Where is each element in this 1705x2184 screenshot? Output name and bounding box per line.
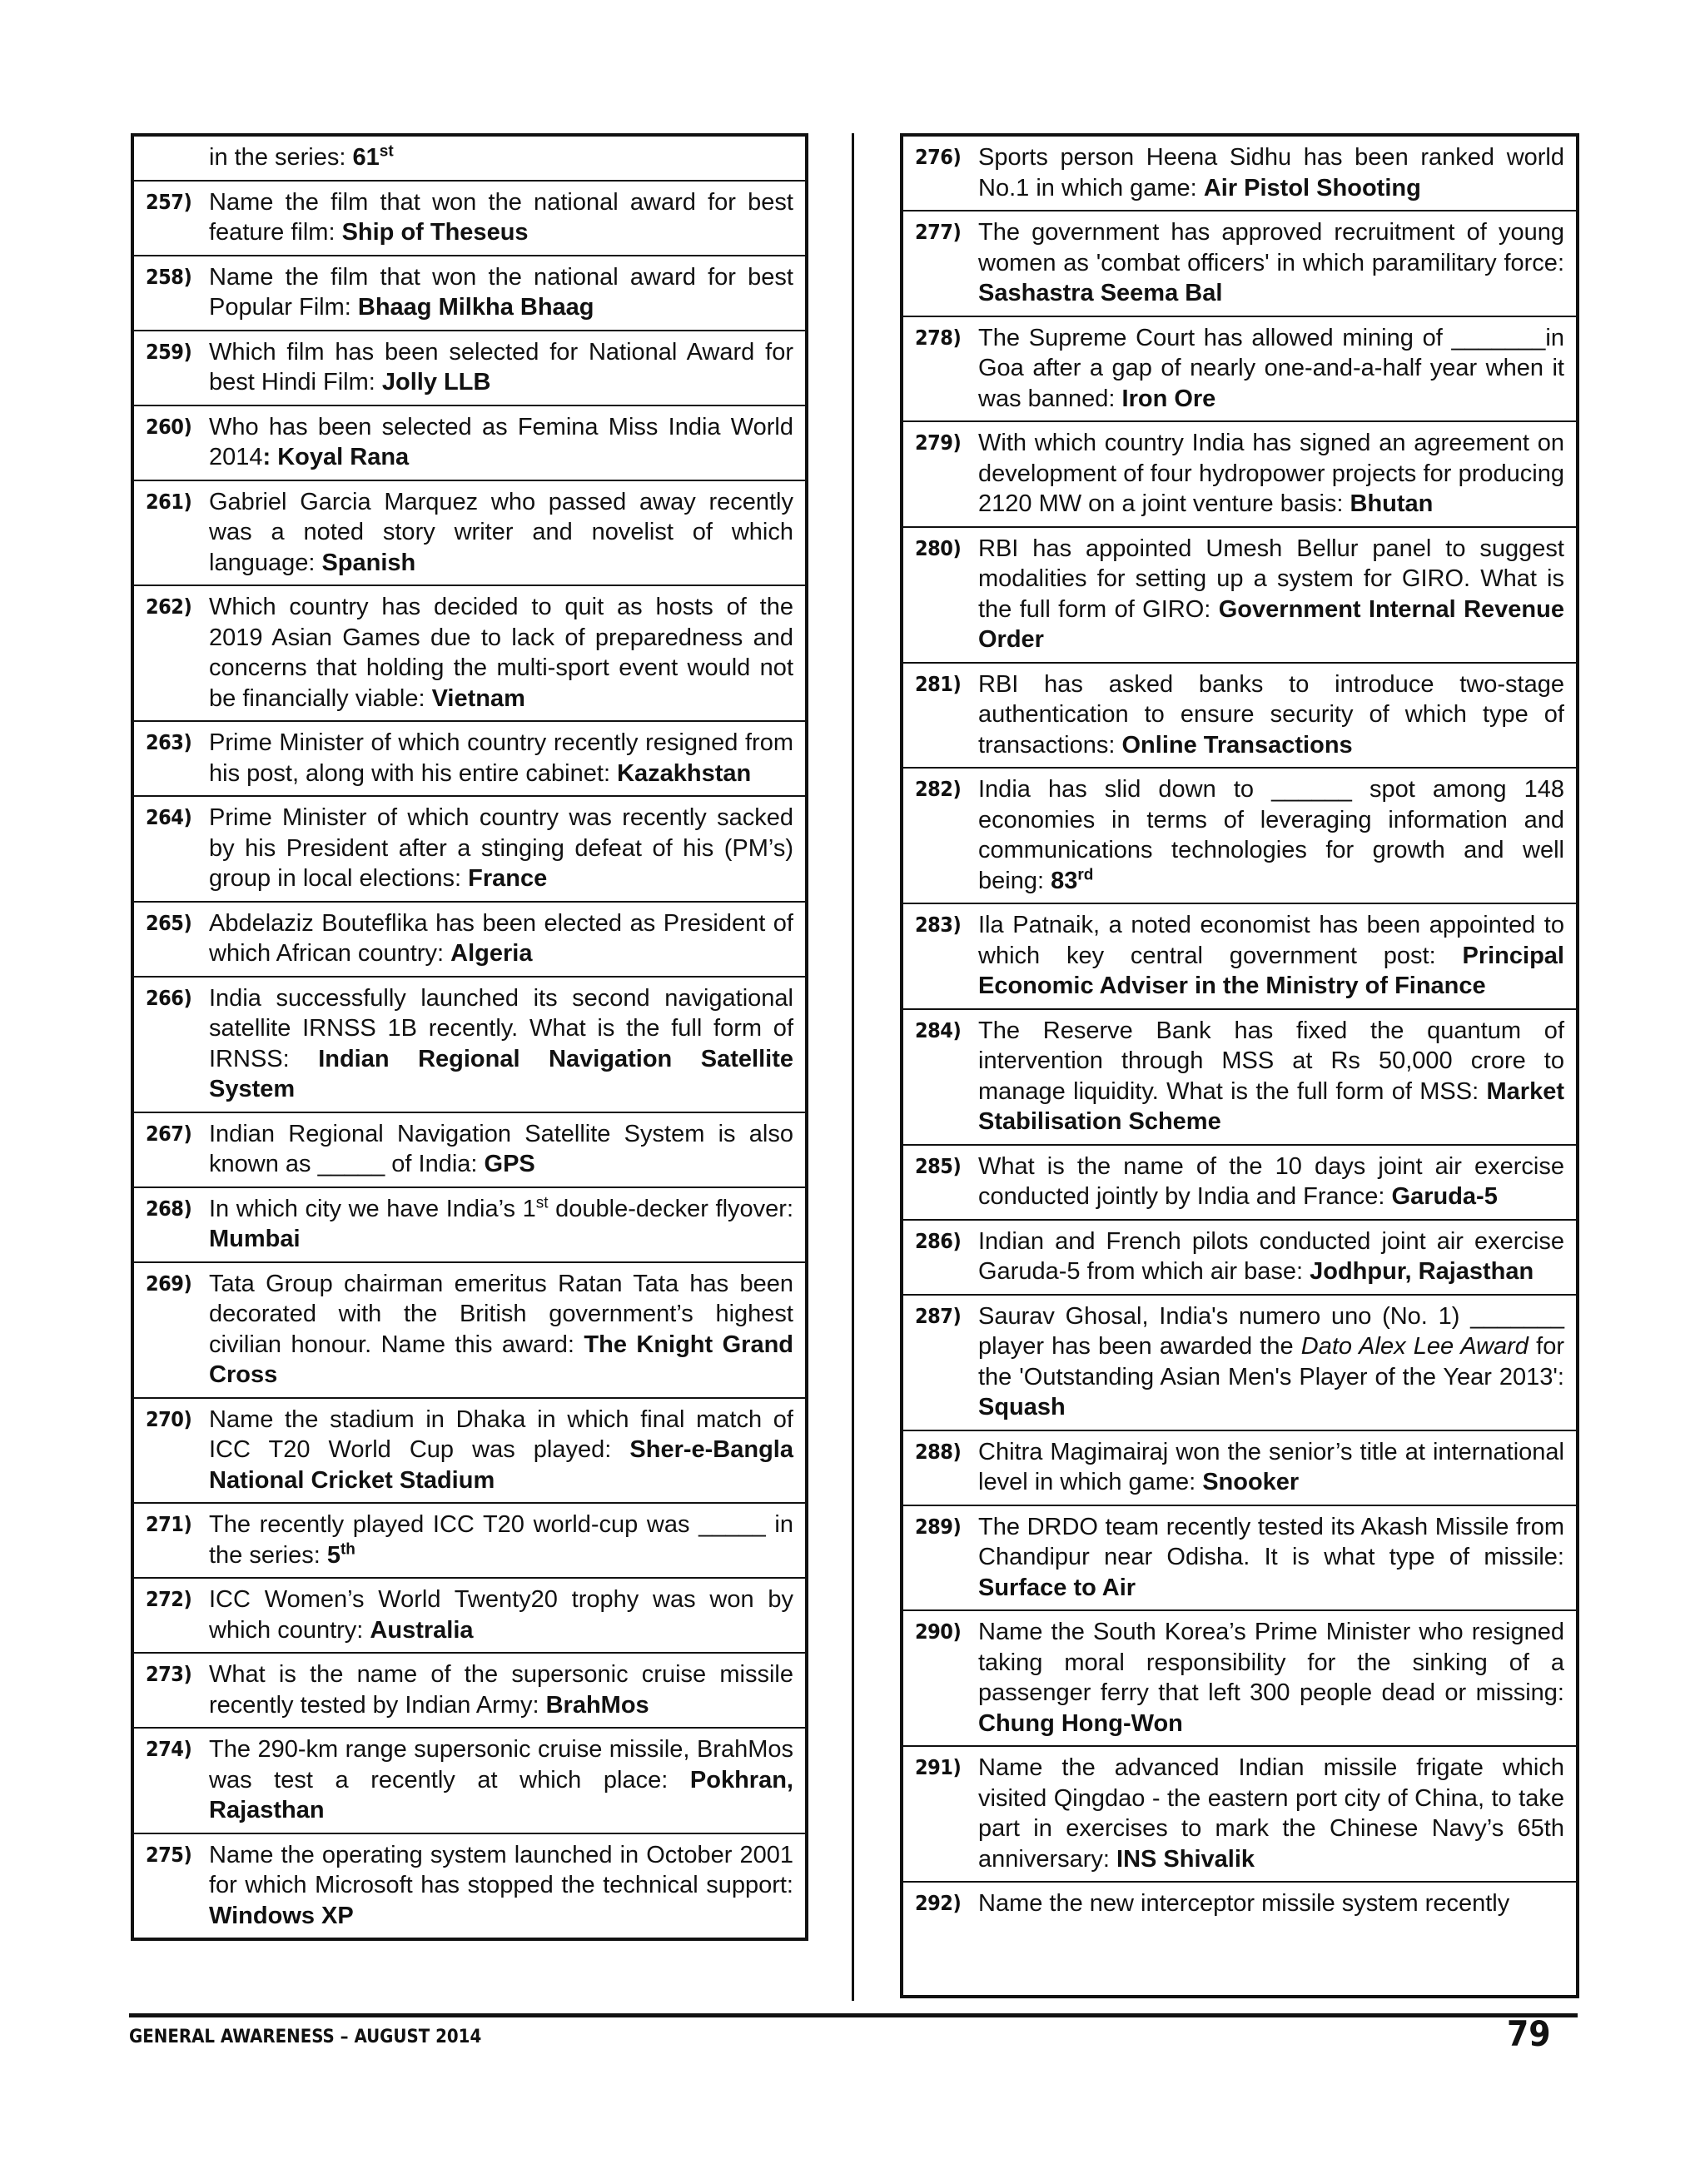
qa-row (903, 1008, 1576, 1144)
question-number: 291) (915, 1755, 962, 1779)
question-text-part: What is the name of the 10 days joint air exercise conducted jointly by India and France: (978, 1152, 1564, 1210)
answer-text: GPS (484, 1151, 535, 1177)
ordinal-suffix: st (535, 1193, 549, 1211)
question-number: 268) (146, 1196, 192, 1221)
question-number: 275) (146, 1842, 192, 1867)
question-text-part: Name the advanced Indian missile frigate which visited Qingdao - the eastern port city of China, to take part in exercises to mark the Chinese Navy’s 65th anniversary: (978, 1754, 1564, 1873)
question-number: 277) (915, 220, 962, 244)
question-number: 274) (146, 1737, 192, 1761)
question-text (978, 774, 1564, 896)
question-text-part: What is the name of the supersonic cruise missile recently tested by Indian Army: (209, 1661, 793, 1719)
qa-row (903, 210, 1576, 316)
question-text (978, 323, 1564, 415)
question-text (209, 1405, 793, 1496)
question-number: 258) (146, 264, 192, 289)
question-text-part: Name the film that won the national award for best Popular Film: (209, 263, 793, 321)
question-text-part: double-decker flyover: (548, 1195, 794, 1222)
qa-row (134, 1397, 805, 1503)
question-number: 273) (146, 1662, 192, 1686)
question-text (978, 1888, 1564, 1919)
answer-text: The Knight Grand Cross (209, 1331, 793, 1388)
answer-text: Squash (978, 1394, 1066, 1420)
qa-row (134, 1187, 805, 1261)
question-text-part: With which country India has signed an agreement on development of four hydropower projects for producing 2120 MW on a joint venture basis: (978, 430, 1564, 517)
question-number: 262) (146, 595, 192, 619)
question-text-part: for the 'Outstanding Asian Men's Player of the Year 2013': (978, 1333, 1564, 1390)
qa-row (903, 526, 1576, 662)
question-text-part: The 290-km range supersonic cruise missile, BrahMos was test a recently at which place: (209, 1736, 793, 1793)
question-text-part: Abdelaziz Bouteflika has been elected as President of which African country: (209, 909, 793, 967)
qa-row (903, 1430, 1576, 1505)
answer-text: Air Pistol Shooting (1203, 174, 1421, 201)
qa-row (903, 420, 1576, 526)
qa-row (903, 137, 1576, 210)
qa-row (903, 1609, 1576, 1745)
question-text-part: Tata Group chairman emeritus Ratan Tata has been decorated with the British government’s highest civilian honour. Name this award: (209, 1270, 793, 1358)
answer-text: France (468, 865, 548, 892)
question-number: 292) (915, 1891, 962, 1915)
qa-row (903, 1745, 1576, 1881)
question-number: 276) (915, 145, 962, 169)
question-text (209, 1194, 793, 1255)
question-text (209, 728, 793, 789)
qa-row (903, 316, 1576, 421)
question-number: 286) (915, 1228, 962, 1253)
question-number: 283) (915, 913, 962, 937)
answer-text: Vietnam (431, 684, 525, 712)
question-text-part: Indian Regional Navigation Satellite System is also known as _____ of India: (209, 1120, 793, 1177)
question-text (209, 592, 793, 714)
question-text (209, 262, 793, 323)
question-number: 288) (915, 1439, 962, 1464)
question-number: 285) (915, 1153, 962, 1178)
question-text-part: Who has been selected as Femina Miss India World 2014 (209, 413, 793, 470)
question-text-part: India has slid down to ______ spot among 148 economies in terms of leveraging information and communications technologies for growth and well being: (978, 776, 1564, 894)
right-qa-table (900, 133, 1579, 1998)
answer-text: Mumbai (209, 1226, 301, 1252)
question-text (209, 1585, 793, 1645)
question-number: 257) (146, 189, 192, 214)
qa-row (134, 1261, 805, 1397)
question-text (978, 1437, 1564, 1498)
question-number: 270) (146, 1406, 192, 1431)
question-text-part: Ila Patnaik, a noted economist has been appointed to which key central government post: (978, 912, 1564, 969)
ordinal-suffix: rd (1077, 865, 1094, 883)
question-number: 282) (915, 777, 962, 801)
question-text (209, 337, 793, 398)
qa-row (134, 137, 805, 180)
question-text-part: The recently played ICC T20 world-cup was _____ in the series: (209, 1511, 793, 1569)
question-text (978, 1753, 1564, 1874)
question-text (209, 1510, 793, 1570)
answer-text: BrahMos (545, 1691, 649, 1719)
ordinal-suffix: st (379, 142, 394, 161)
answer-text: Australia (370, 1616, 474, 1644)
question-text-part: Prime Minister of which country recently resigned from his post, along with his entire cabinet: (209, 729, 793, 787)
qa-row (134, 1833, 805, 1938)
qa-row (134, 585, 805, 720)
answer-text: Market Stabilisation Scheme (978, 1077, 1564, 1135)
question-text-part: The DRDO team recently tested its Akash Missile from Chandipur near Odisha. It is what type of missile: (978, 1513, 1564, 1570)
answer-text: Government Internal Revenue Order (978, 595, 1564, 653)
left-qa-table (131, 133, 808, 1941)
answer-text: 61 (352, 144, 380, 171)
question-text (978, 1152, 1564, 1212)
question-number: 266) (146, 985, 192, 1010)
question-number: 259) (146, 339, 192, 364)
question-text (209, 1119, 793, 1180)
answer-text: Kazakhstan (617, 759, 752, 787)
question-number: 290) (915, 1619, 962, 1644)
question-text-part: The Reserve Bank has fixed the quantum of intervention through MSS at Rs 50,000 crore to manage liquidity. What is the full form of MSS: (978, 1017, 1564, 1105)
question-number: 263) (146, 730, 192, 754)
question-text (209, 1734, 793, 1826)
question-text (978, 142, 1564, 203)
question-text (978, 534, 1564, 655)
qa-row (134, 1652, 805, 1727)
answer-text: Windows XP (209, 1902, 354, 1929)
qa-row (134, 180, 805, 255)
answer-text: Pokhran, Rajasthan (209, 1766, 793, 1823)
qa-row (134, 1727, 805, 1833)
answer-text: Surface to Air (978, 1574, 1136, 1601)
qa-row (903, 767, 1576, 903)
answer-text: : Koyal Rana (262, 444, 410, 470)
question-number: 261) (146, 489, 192, 514)
question-text-part: The government has approved recruitment of young women as 'combat officers' in which paramilitary force: (978, 219, 1564, 276)
question-text-part: Chitra Magimairaj won the senior’s title at international level in which game: (978, 1438, 1564, 1495)
question-number: 267) (146, 1121, 192, 1146)
qa-row (134, 255, 805, 330)
question-number: 281) (915, 671, 962, 696)
answer-text: Chung Hong-Won (978, 1709, 1183, 1737)
question-number: 265) (146, 910, 192, 935)
answer-text: Spanish (321, 549, 416, 576)
qa-row (134, 1502, 805, 1577)
qa-row (903, 1219, 1576, 1294)
question-text-part: RBI has asked banks to introduce two-stage authentication to ensure security of which type of transactions: (978, 670, 1564, 759)
question-number: 260) (146, 414, 192, 439)
qa-row (134, 405, 805, 480)
question-text (209, 1269, 793, 1390)
question-number (146, 142, 209, 173)
qa-row (134, 1112, 805, 1187)
question-text (209, 187, 793, 248)
qa-row (134, 330, 805, 405)
qa-row (134, 720, 805, 795)
qa-row (903, 903, 1576, 1008)
question-number: 284) (915, 1017, 962, 1042)
question-text-part: in the series: (209, 144, 353, 171)
question-text-part: Which country has decided to quit as hosts of the 2019 Asian Games due to lack of preparedness and concerns that holding the multi-sport event would not be financially viable: (209, 594, 793, 712)
answer-text: Ship of Theseus (341, 219, 529, 246)
answer-text: INS Shivalik (1116, 1845, 1255, 1873)
question-text-part: Indian and French pilots conducted joint air exercise Garuda-5 from which air base: (978, 1227, 1564, 1285)
column-divider (852, 133, 854, 2001)
question-text-part: Name the stadium in Dhaka in which final match of ICC T20 World Cup was played: (209, 1405, 793, 1463)
qa-row (134, 480, 805, 585)
answer-text: 5 (326, 1541, 341, 1569)
question-text-part: Name the film that won the national award for best feature film: (209, 188, 793, 246)
question-text (209, 983, 793, 1105)
qa-row (134, 1577, 805, 1652)
question-number: 271) (146, 1512, 192, 1536)
question-text-part: The Supreme Court has allowed mining of _______in Goa after a gap of nearly one-and-a-half year when it was banned: (978, 324, 1564, 412)
question-text (978, 1301, 1564, 1423)
question-text (978, 1016, 1564, 1137)
question-number: 289) (915, 1514, 962, 1539)
page-number: 79 (1507, 2013, 1551, 2054)
question-number: 280) (915, 535, 962, 560)
question-text (209, 412, 793, 473)
answer-text: Iron Ore (1121, 385, 1216, 412)
question-number: 269) (146, 1271, 192, 1296)
answer-text: Jodhpur, Rajasthan (1310, 1258, 1534, 1285)
question-text (209, 908, 793, 969)
question-text-part: RBI has appointed Umesh Bellur panel to suggest modalities for setting up a system for GIRO. What is the full form of GIRO: (978, 535, 1564, 623)
question-number: 278) (915, 325, 962, 350)
answer-text: Online Transactions (1121, 731, 1353, 759)
ordinal-suffix: th (340, 1540, 355, 1558)
question-text (209, 803, 793, 894)
question-text-part: Name the South Korea’s Prime Minister who resigned taking moral responsibility for the sinking of a passenger ferry that left 300 people dead or missing: (978, 1619, 1564, 1706)
question-number: 279) (915, 430, 962, 455)
footer-rule (129, 2013, 1578, 2017)
answer-text: Sher-e-Bangla National Cricket Stadium (209, 1436, 793, 1494)
question-text (978, 428, 1564, 520)
qa-row (903, 662, 1576, 768)
qa-row (134, 795, 805, 901)
question-text-part: India successfully launched its second navigational satellite IRNSS 1B recently. What is the full form of IRNSS: (209, 984, 793, 1072)
qa-row (903, 1505, 1576, 1610)
question-number: 264) (146, 805, 192, 829)
question-number: 287) (915, 1303, 962, 1328)
question-text-part: In which city we have India’s 1 (209, 1195, 536, 1222)
question-text-part: Saurav Ghosal, India's numero uno (No. 1) _______ player has been awarded the (978, 1302, 1564, 1360)
question-text (978, 1226, 1564, 1287)
answer-text: 83 (1051, 867, 1078, 894)
question-number: 272) (146, 1587, 192, 1611)
question-text (209, 1659, 793, 1720)
qa-row (903, 1144, 1576, 1219)
answer-text: Snooker (1202, 1469, 1300, 1495)
question-text (978, 910, 1564, 1002)
question-text (209, 487, 793, 579)
answer-text: Bhaag Milkha Bhaag (357, 294, 594, 321)
question-text-part: Which film has been selected for National Award for best Hindi Film: (209, 338, 793, 396)
qa-row (134, 976, 805, 1112)
question-text-part: Name the new interceptor missile system recently (978, 1890, 1510, 1917)
question-text-part: Prime Minister of which country was recently sacked by his President after a stinging defeat of his (PM’s) group in local elections: (209, 804, 793, 892)
answer-text: Garuda-5 (1391, 1183, 1498, 1210)
question-text (209, 142, 793, 173)
qa-row (134, 901, 805, 976)
question-text-part: ICC Women’s World Twenty20 trophy was won by which country: (209, 1586, 793, 1644)
answer-text: Sashastra Seema Bal (978, 280, 1223, 306)
question-text-part: Gabriel Garcia Marquez who passed away recently was a noted story writer and novelist of which language: (209, 488, 793, 576)
footer-title: GENERAL AWARENESS – AUGUST 2014 (129, 2027, 482, 2047)
answer-text: Indian Regional Navigation Satellite System (209, 1045, 793, 1102)
answer-text: Jolly LLB (381, 369, 491, 396)
question-text (209, 1840, 793, 1932)
question-text (978, 669, 1564, 761)
qa-row (903, 1294, 1576, 1430)
question-text (978, 1617, 1564, 1739)
qa-row (903, 1881, 1576, 1926)
question-text (978, 217, 1564, 309)
answer-text: Principal Economic Adviser in the Ministry of Finance (978, 942, 1564, 999)
question-text (978, 1512, 1564, 1604)
question-text-part: Sports person Heena Sidhu has been ranked world No.1 in which game: (978, 144, 1564, 201)
question-text-part: Name the operating system launched in October 2001 for which Microsoft has stopped the technical support: (209, 1841, 793, 1898)
answer-text: Algeria (450, 940, 533, 967)
answer-text: Bhutan (1350, 490, 1434, 517)
award-name: Dato Alex Lee Award (1300, 1333, 1529, 1360)
